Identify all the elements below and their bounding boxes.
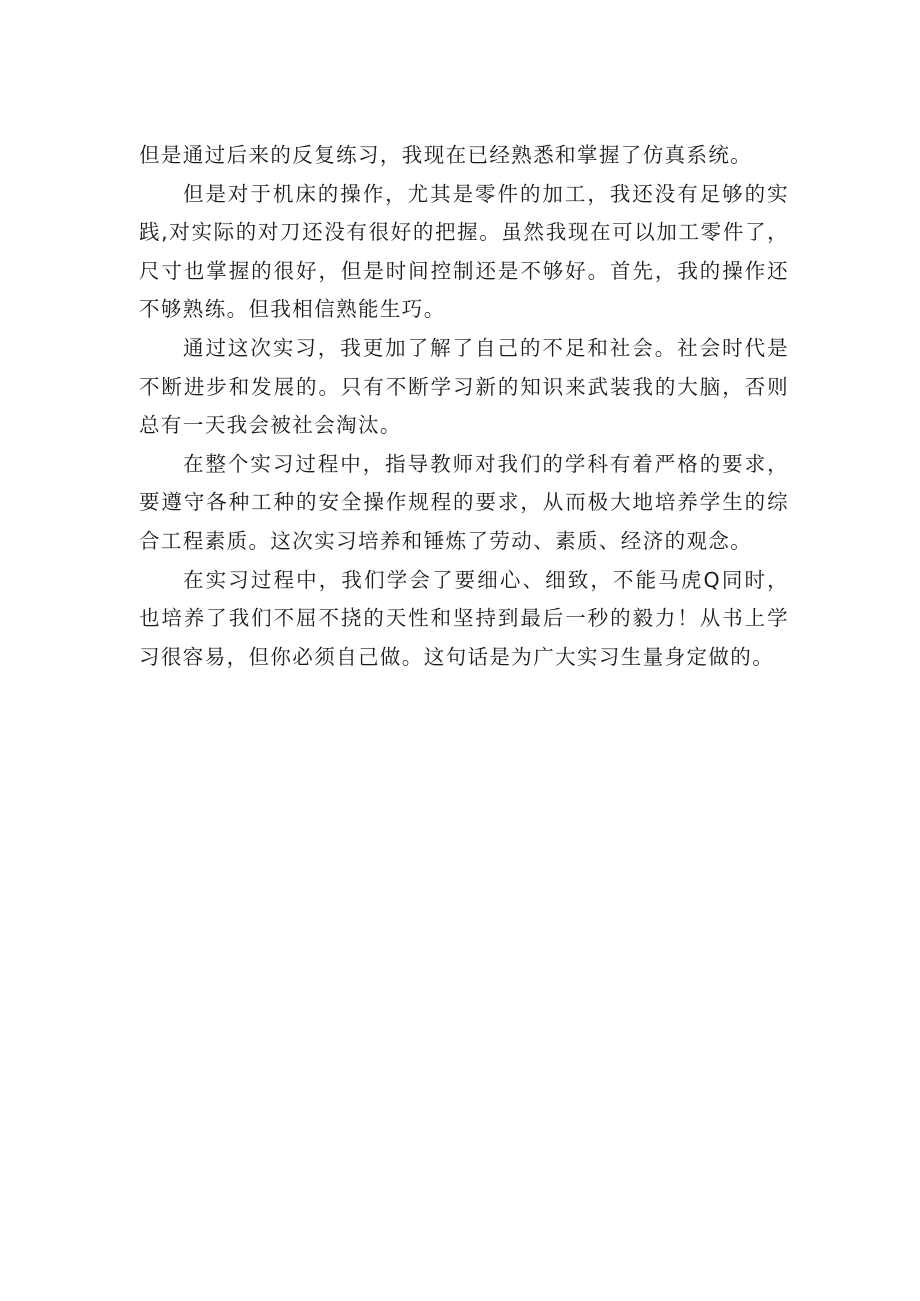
paragraph-5: 在实习过程中，我们学会了要细心、细致，不能马虎Q同时，也培养了我们不屈不挠的天性和坚持到最后一秒的毅力！从书上学习很容易，但你必须自己做。这句话是为广大实习生量身定做的。 xyxy=(139,567,789,669)
paragraph-3: 通过这次实习，我更加了解了自己的不足和社会。社会时代是不断进步和发展的。只有不断学习新的知识来武装我的大脑，否则总有一天我会被社会淘汰。 xyxy=(139,335,789,438)
paragraph-4: 在整个实习过程中，指导教师对我们的学科有着严格的要求，要遵守各种工种的安全操作规程的要求，从而极大地培养学生的综合工程素质。这次实习培养和锤炼了劳动、素质、经济的观念。 xyxy=(139,451,789,553)
paragraph-1: 但是通过后来的反复练习，我现在已经熟悉和掌握了仿真系统。 xyxy=(139,143,753,167)
paragraph-2: 但是对于机床的操作，尤其是零件的加工，我还没有足够的实践,对实际的对刀还没有很好的把握。虽然我现在可以加工零件了，尺寸也掌握的很好，但是时间控制还是不够好。首先，我的操作还不够熟练。但我相信熟能生巧。 xyxy=(139,181,789,322)
document-body xyxy=(139,136,789,676)
